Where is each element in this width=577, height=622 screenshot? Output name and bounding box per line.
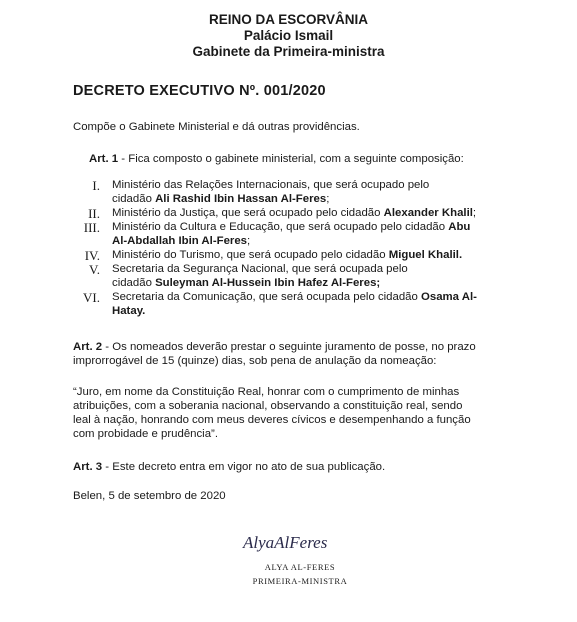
list-item-line xyxy=(112,234,524,248)
person-name: Al-Abdallah Ibin Al-Feres xyxy=(112,235,248,247)
list-item-line xyxy=(112,220,524,234)
list-item-text: ; xyxy=(472,207,477,219)
list-item xyxy=(64,206,524,220)
list-item-line xyxy=(112,262,524,276)
list-item-text: Ministério das Relações Internacionais, que será ocupado pelo xyxy=(112,179,430,191)
person-name: Ali Rashid Ibin Hassan Al-Feres xyxy=(155,193,327,205)
document-header xyxy=(0,12,577,60)
article-2 xyxy=(73,340,523,368)
cabinet-name: Gabinete da Primeira-ministra xyxy=(192,44,385,59)
person-name: Hatay. xyxy=(112,305,146,317)
list-item-line xyxy=(112,192,524,206)
article-1-label: Art. 1 xyxy=(89,153,119,165)
article-3 xyxy=(73,460,385,474)
list-item-text: Ministério do Turismo, que será ocupado pelo cidadão xyxy=(112,249,389,261)
list-item-number: III. xyxy=(83,220,100,235)
list-item-line xyxy=(112,304,524,318)
list-item-text: Secretaria da Segurança Nacional, que será ocupada pelo xyxy=(112,263,408,275)
oath-line: atribuições, com a soberania nacional, observando a constituição real, sendo xyxy=(73,400,463,412)
list-item-number: VI. xyxy=(83,290,100,305)
list-item-number: I. xyxy=(92,178,100,193)
list-item-text: Ministério da Justiça, que será ocupado pelo cidadão xyxy=(112,207,384,219)
ministry-list xyxy=(64,178,524,318)
list-item-number: II. xyxy=(88,206,100,221)
article-2-label: Art. 2 xyxy=(73,341,103,353)
list-item-line xyxy=(112,290,524,304)
palace-name: Palácio Ismail xyxy=(243,28,334,43)
list-item-text: Secretaria da Comunicação, que será ocupada pelo cidadão xyxy=(112,291,422,303)
signatory-role: PRIMEIRA-MINISTRA xyxy=(252,576,348,586)
list-item-number: IV. xyxy=(84,248,100,263)
list-item xyxy=(64,248,524,262)
decree-title: DECRETO EXECUTIVO Nº. 001/2020 xyxy=(73,83,326,99)
article-1-text: - Fica composto o gabinete ministerial, com a seguinte composição: xyxy=(118,153,464,165)
person-name: Suleyman Al-Hussein Ibin Hafez Al-Feres; xyxy=(155,277,381,289)
place-date: Belen, 5 de setembro de 2020 xyxy=(73,490,226,502)
article-1 xyxy=(89,152,464,166)
oath-line: com probidade e prudência”. xyxy=(73,428,219,440)
list-item-text: cidadão xyxy=(112,193,156,205)
list-item-line xyxy=(112,206,524,220)
person-name: Alexander Khalil xyxy=(383,207,473,219)
decree-subject: Compõe o Gabinete Ministerial e dá outras providências. xyxy=(73,121,360,133)
list-item-number: V. xyxy=(89,262,100,277)
person-name: Abu xyxy=(448,221,471,233)
list-item-line xyxy=(112,178,524,192)
handwritten-signature: AlyaAlFeres xyxy=(243,533,328,552)
kingdom-name: REINO DA ESCORVÂNIA xyxy=(208,12,369,27)
list-item-text: Ministério da Cultura e Educação, que será ocupado pelo cidadão xyxy=(112,221,449,233)
list-item xyxy=(64,262,524,290)
article-3-label: Art. 3 xyxy=(73,461,103,473)
list-item xyxy=(64,178,524,206)
list-item-line xyxy=(112,276,524,290)
signatory-name: ALYA AL-FERES xyxy=(264,562,336,572)
oath-line: “Juro, em nome da Constituição Real, honrar com o cumprimento de minhas xyxy=(73,386,460,398)
list-item-text: cidadão xyxy=(112,277,156,289)
article-2-text-line1: - Os nomeados deverão prestar o seguinte juramento de posse, no prazo xyxy=(102,341,476,353)
oath-line: leal à nação, honrando com meus deveres cívicos e desempenhando a função xyxy=(73,414,471,426)
list-item-text: ; xyxy=(326,193,330,205)
list-item-text: ; xyxy=(247,235,251,247)
list-item xyxy=(64,290,524,318)
list-item xyxy=(64,220,524,248)
oath-text xyxy=(73,385,523,441)
article-3-text: - Este decreto entra em vigor no ato de sua publicação. xyxy=(102,461,386,473)
person-name: Miguel Khalil. xyxy=(388,249,463,261)
person-name: Osama Al- xyxy=(421,291,477,303)
article-2-text-line2: improrrogável de 15 (quinze) dias, sob pena de anulação da nomeação: xyxy=(73,355,437,367)
list-item-line xyxy=(112,248,524,262)
